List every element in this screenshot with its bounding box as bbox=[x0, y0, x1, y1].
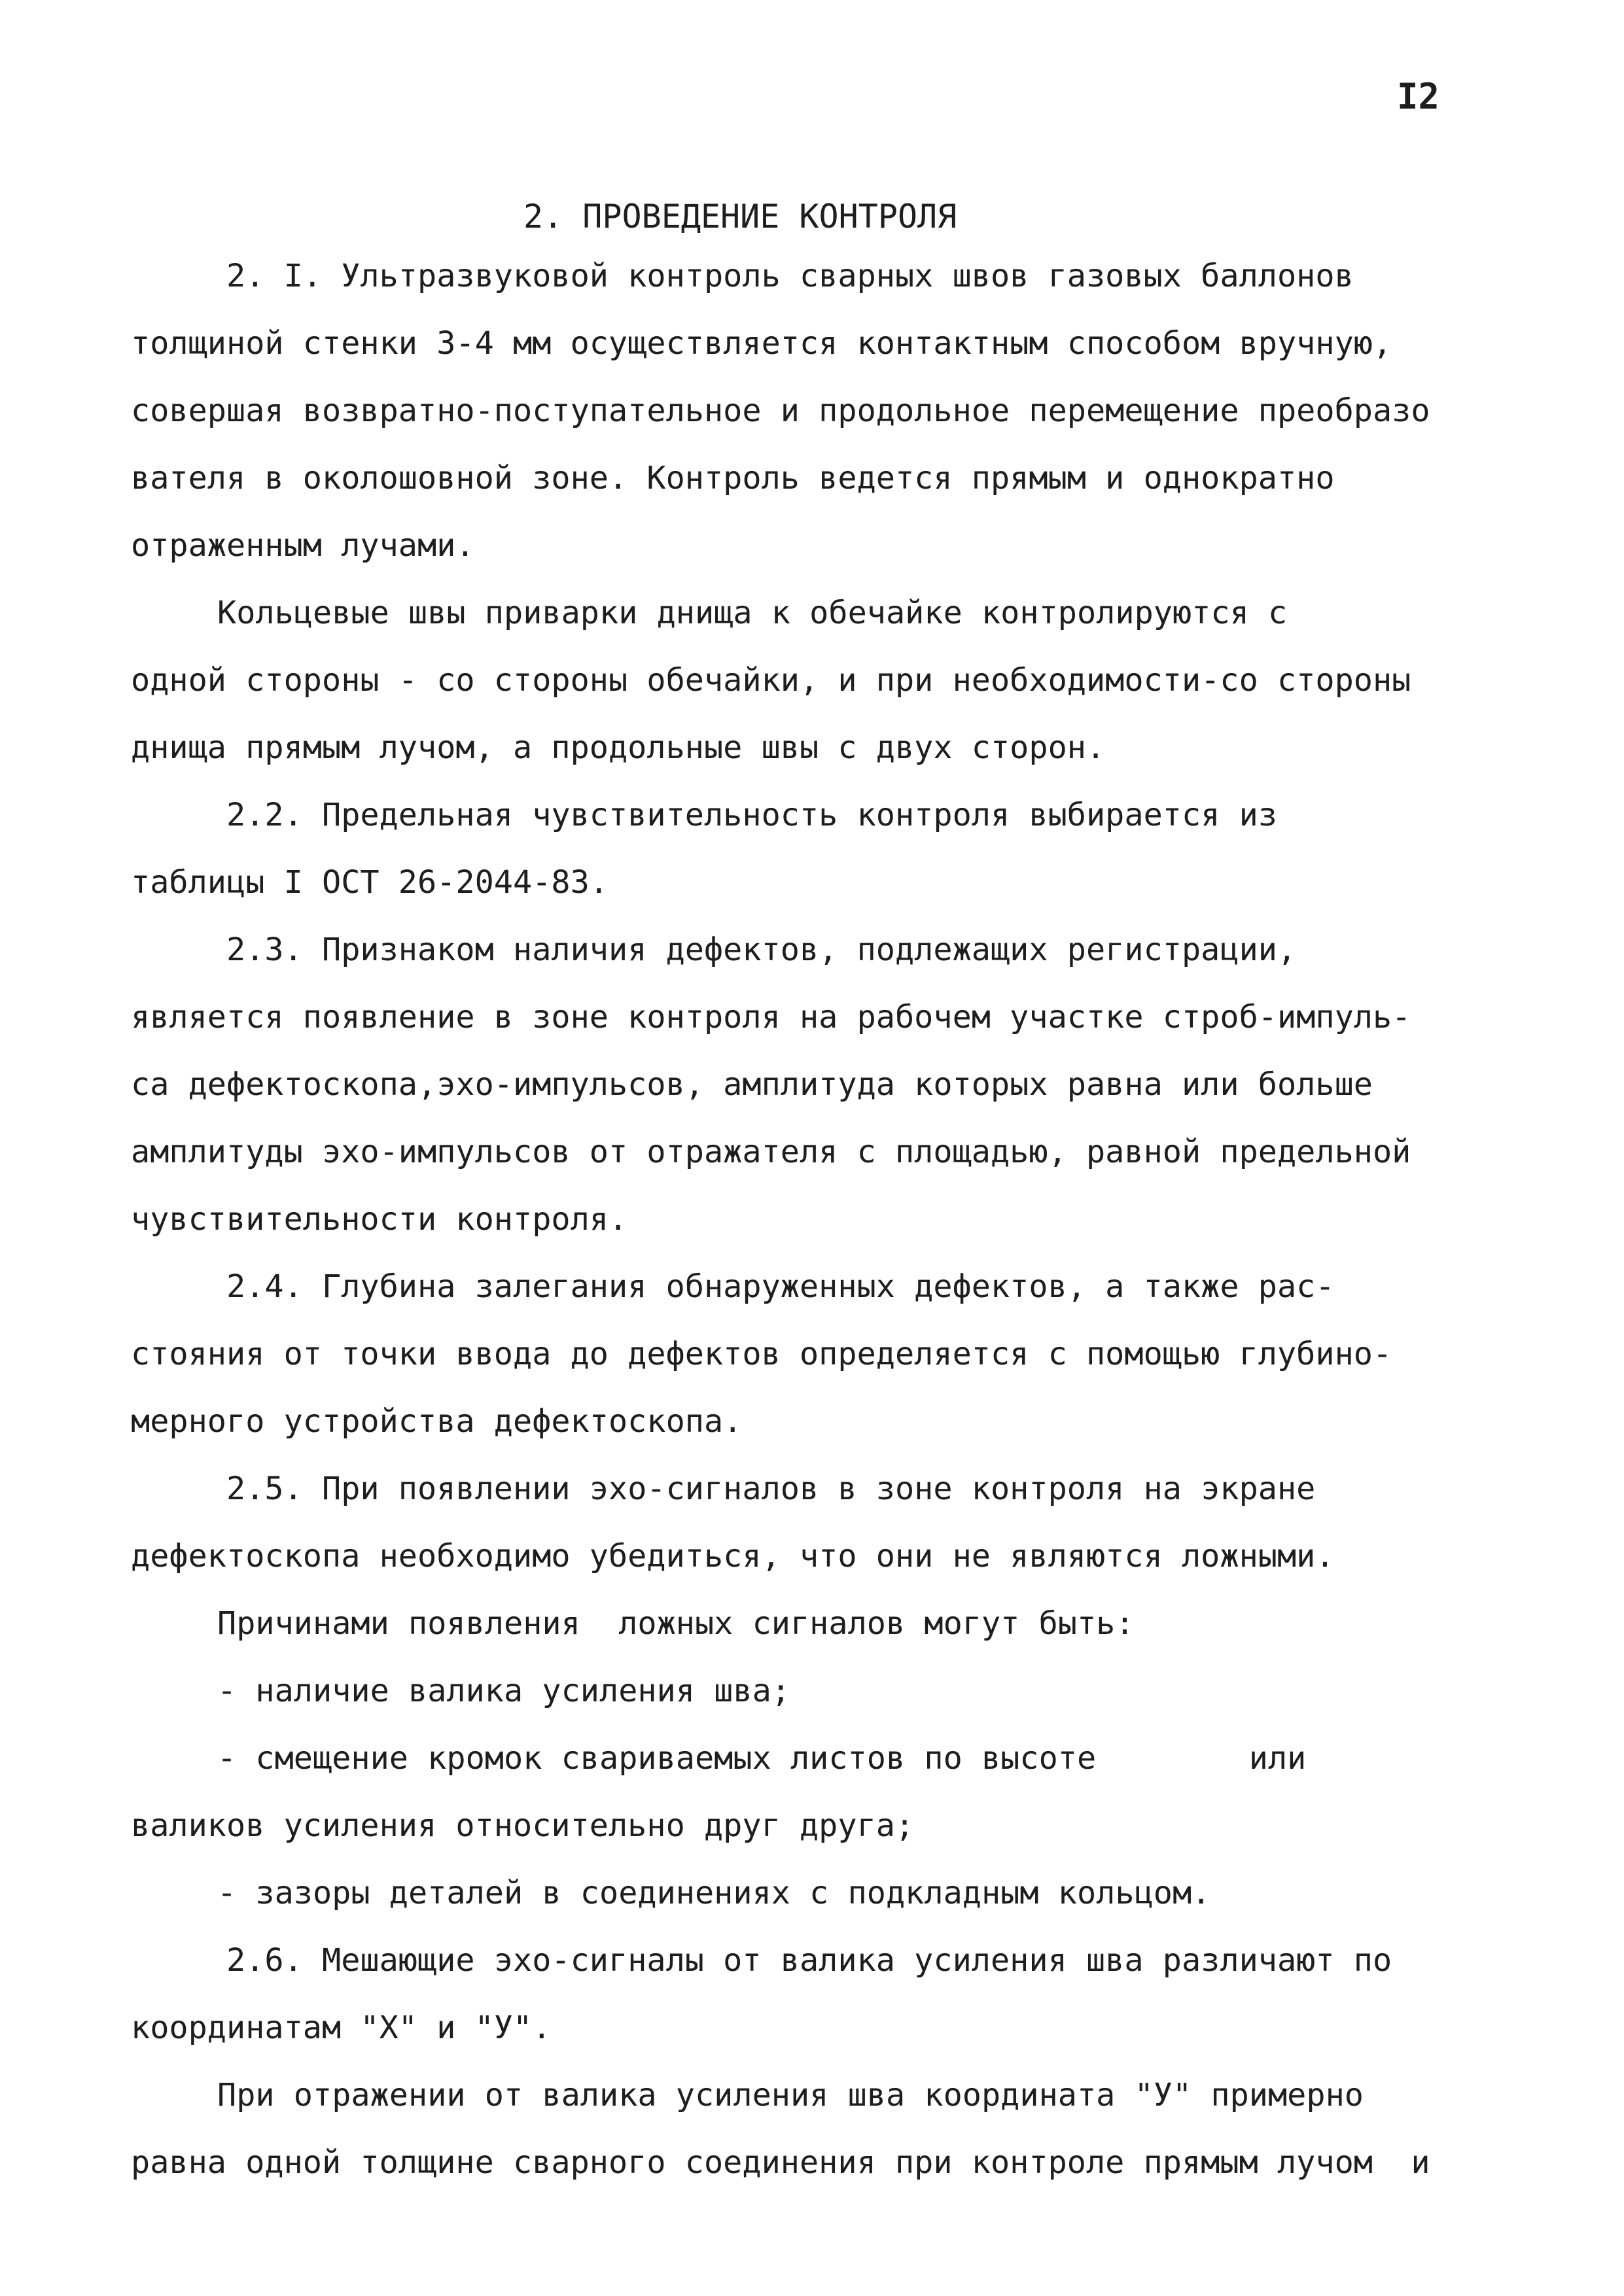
page-number: I2 bbox=[1397, 76, 1440, 117]
paragraph-ring-welds-line: Кольцевые швы приварки днища к обечайке контролируются с bbox=[217, 595, 1288, 631]
paragraph-2-3-line: са дефектоскопа,эхо-импульсов, амплитуда которых равна или больше bbox=[131, 1066, 1373, 1103]
paragraph-2-1-line: вателя в околошовной зоне. Контроль ведется прямым и однократно bbox=[131, 460, 1335, 496]
paragraph-2-3-line: амплитуды эхо-импульсов от отражателя с площадью, равной предельной bbox=[131, 1134, 1411, 1170]
paragraph-2-6-line: координатам "Х" и "У". bbox=[131, 2009, 552, 2046]
paragraph-ring-welds-line: днища прямым лучом, а продольные швы с двух сторон. bbox=[131, 729, 1106, 766]
paragraph-2-2-line: таблицы I ОСТ 26-2044-83. bbox=[131, 864, 609, 901]
section-title: 2. ПРОВЕДЕНИЕ КОНТРОЛЯ bbox=[523, 198, 957, 235]
paragraph-reflection-line: При отражении от валика усиления шва координата "У" примерно bbox=[217, 2077, 1364, 2113]
paragraph-2-4-line: стояния от точки ввода до дефектов определяется с помощью глубино- bbox=[131, 1336, 1392, 1372]
paragraph-2-1-line: отраженным лучами. bbox=[131, 527, 475, 564]
paragraph-2-2-line: 2.2. Предельная чувствительность контроля выбирается из bbox=[226, 797, 1277, 833]
paragraph-ring-welds-line: одной стороны - со стороны обечайки, и при необходимости-со стороны bbox=[131, 662, 1411, 699]
paragraph-2-6-line: 2.6. Мешающие эхо-сигналы от валика усиления шва различают по bbox=[226, 1942, 1392, 1979]
paragraph-2-4-line: мерного устройства дефектоскопа. bbox=[131, 1403, 743, 1440]
paragraph-2-5-line: 2.5. При появлении эхо-сигналов в зоне контроля на экране bbox=[226, 1470, 1316, 1507]
list-item: - наличие валика усиления шва; bbox=[217, 1673, 790, 1709]
paragraph-2-1-line: толщиной стенки 3-4 мм осуществляется контактным способом вручную, bbox=[131, 325, 1392, 362]
paragraph-2-3-line: чувствительности контроля. bbox=[131, 1201, 628, 1238]
list-item: - смещение кромок свариваемых листов по высоте или bbox=[217, 1740, 1307, 1777]
list-item-continuation: валиков усиления относительно друг друга; bbox=[131, 1807, 915, 1844]
paragraph-reflection-line: равна одной толщине сварного соединения при контроле прямым лучом и bbox=[131, 2144, 1430, 2181]
list-item: - зазоры деталей в соединениях с подкладным кольцом. bbox=[217, 1875, 1211, 1911]
paragraph-2-3-line: является появление в зоне контроля на рабочем участке строб-импуль- bbox=[131, 999, 1411, 1035]
paragraph-2-1-line: совершая возвратно-поступательное и продольное перемещение преобразо bbox=[131, 392, 1430, 429]
false-signals-intro: Причинами появления ложных сигналов могут быть: bbox=[217, 1605, 1135, 1642]
paragraph-2-4-line: 2.4. Глубина залегания обнаруженных дефектов, а также рас- bbox=[226, 1268, 1335, 1305]
paragraph-2-3-line: 2.3. Признаком наличия дефектов, подлежащих регистрации, bbox=[226, 931, 1297, 968]
paragraph-2-5-line: дефектоскопа необходимо убедиться, что они не являются ложными. bbox=[131, 1538, 1335, 1574]
paragraph-2-1-line: 2. I. Ультразвуковой контроль сварных швов газовых баллонов bbox=[226, 258, 1354, 294]
